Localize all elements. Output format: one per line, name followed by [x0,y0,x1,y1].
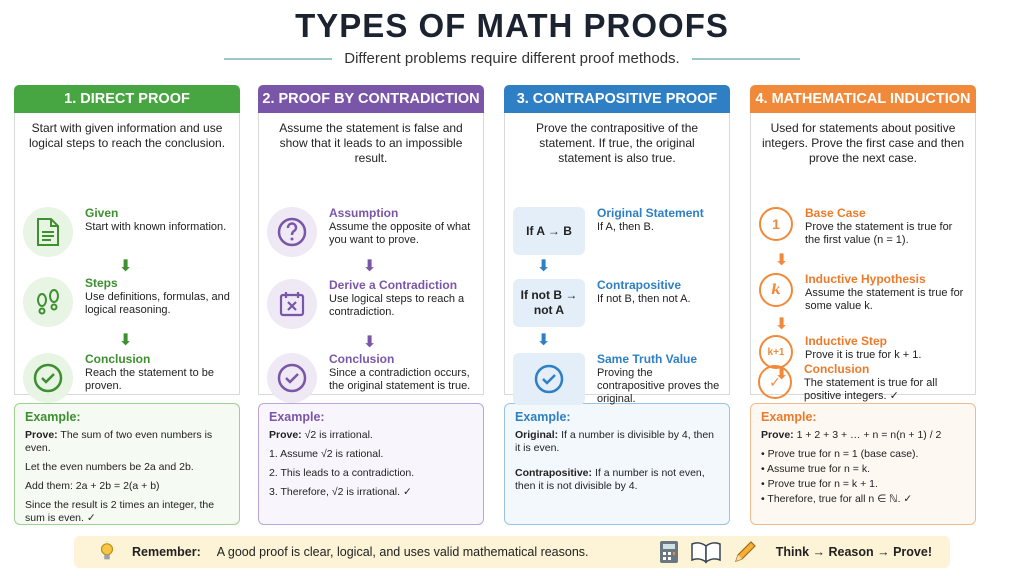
prove-label: Prove: [761,429,794,441]
example-line: Let the even numbers be 2a and 2b. [25,461,194,473]
original-text: If a number is divisible by 4, then it is even. [515,429,715,454]
step-title: Inductive Hypothesis [805,272,926,286]
list-item: • Assume true for n = k. [761,463,965,476]
step-text: Prove it is true for k + 1. [805,349,922,361]
subtitle-row [0,50,1024,67]
step-title: Conclusion [85,352,151,366]
contrapositive-heading: 3. CONTRAPOSITIVE PROOF [504,85,730,113]
think-reason-prove: Think → Reason → Prove! [775,545,932,559]
step-title: Contrapositive [597,278,682,292]
contrapositive-column [504,85,730,525]
step-text: The statement is true for all positive integers. ✓ [804,377,938,402]
prove-label: Prove: [25,429,58,441]
example-title: Example: [25,410,81,424]
contradiction-body [258,113,484,395]
step-title: Base Case [805,206,866,220]
example-title: Example: [761,410,817,424]
prove-text: √2 is irrational. [304,429,373,441]
induction-body [750,113,976,395]
example-line: 1. Assume √2 is rational. [269,448,384,460]
contrapositive-step-contra [513,279,721,327]
document-icon [23,207,73,257]
arrow-down-icon: ⬇ [363,334,377,351]
step-title: Original Statement [597,206,704,220]
induction-step-base [759,207,967,247]
checkmark-icon [513,353,585,405]
step-title: Same Truth Value [597,352,698,366]
example-line: Add them: 2a + 2b = 2(a + b) [25,480,160,492]
remember-text: A good proof is clear, logical, and uses valid mathematical reasons. [216,545,589,559]
calendar-x-icon [267,279,317,329]
step-text: Proving the contrapositive proves the original. [597,367,720,405]
arrow-down-icon: ⬇ [119,258,133,275]
step-text: Prove the statement is true for the first value (n = 1). [805,221,953,246]
footsteps-icon [23,277,73,327]
example-line: 3. Therefore, √2 is irrational. ✓ [269,486,412,498]
arrow-down-icon: ⬇ [775,316,789,333]
checkmark-icon: ✓ [758,365,792,399]
step-text: Assume the opposite of what you want to prove. [329,221,471,246]
step-title: Conclusion [329,352,395,366]
induction-column [750,85,976,525]
remember-label: Remember: [132,545,201,559]
checkmark-icon [23,353,73,403]
example-line: 2. This leads to a contradiction. [269,467,415,479]
page-title: TYPES OF MATH PROOFS [295,7,729,44]
direct-step-steps [23,277,231,327]
pencil-icon [732,539,758,565]
open-book-icon [690,540,722,564]
step-text: If not B, then not A. [597,293,691,305]
badge-one-icon: 1 [759,207,793,241]
question-icon [267,207,317,257]
contrapositive-body [504,113,730,405]
arrow-down-icon: ⬇ [775,252,789,269]
direct-proof-heading: 1. DIRECT PROOF [14,85,240,113]
contrapositive-example [504,403,730,525]
step-text: Use definitions, formulas, and logical reasoning. [85,291,230,316]
remember-banner [74,536,950,568]
contrapositive-intro: Prove the contrapositive of the statement. If true, the original statement is also true. [535,121,699,165]
contrapositive-step-same [513,353,721,406]
step-text: Start with known information. [85,221,227,233]
step-title: Given [85,206,119,220]
arrow-down-icon: ⬇ [775,366,789,383]
prove-text: The sum of two even numbers is even. [25,429,213,454]
step-text: Reach the statement to be proven. [85,367,215,392]
list-item: • Prove true for n = 1 (base case). [761,448,965,461]
checkmark-icon [267,353,317,403]
step-title: Conclusion [804,362,870,376]
badge-k-icon: k [759,273,793,307]
step-text: If A, then B. [597,221,654,233]
step-title: Derive a Contradiction [329,278,458,292]
induction-example [750,403,976,525]
statement-box: If not B → not A [513,279,585,327]
step-text: Since a contradiction occurs, the original statement is true. [329,367,471,392]
direct-proof-intro: Start with given information and use logical steps to reach the conclusion. [28,121,226,150]
statement-box: If A → B [513,207,585,255]
calculator-icon [658,540,680,564]
arrow-down-icon: ⬇ [119,332,133,349]
footer-icons [658,539,758,565]
contradiction-column [258,85,484,525]
step-title: Inductive Step [805,334,888,348]
contradiction-heading: 2. PROOF BY CONTRADICTION [258,85,484,113]
contradiction-step-derive [267,279,475,329]
contrapositive-label: Contrapositive: [515,467,593,479]
direct-step-conclusion [23,353,231,403]
lightbulb-icon [96,541,118,563]
example-title: Example: [269,410,325,424]
arrow-down-icon: ⬇ [537,332,551,349]
example-title: Example: [515,410,571,424]
original-label: Original: [515,429,559,441]
induction-example-list [761,448,965,506]
direct-step-given [23,207,231,257]
arrow-down-icon: ⬇ [537,258,551,275]
prove-label: Prove: [269,429,302,441]
contradiction-step-conclusion [267,353,475,403]
step-title: Assumption [329,206,399,220]
list-item: • Therefore, true for all n ∈ ℕ. ✓ [761,493,965,506]
badge-k-plus-one-icon: k+1 [759,335,793,369]
step-text: Assume the statement is true for some value k. [805,287,964,312]
direct-example [14,403,240,525]
page-subtitle: Different problems require different proof methods. [344,50,680,67]
contradiction-example [258,403,484,525]
header [0,6,1024,67]
induction-step-hypothesis [759,273,967,313]
step-title: Steps [85,276,118,290]
divider-right [692,58,800,60]
direct-proof-body [14,113,240,395]
prove-text: 1 + 2 + 3 + … + n = n(n + 1) / 2 [796,429,942,441]
list-item: • Prove true for n = k + 1. [761,478,965,491]
example-line: Since the result is 2 times an integer, the sum is even. ✓ [25,499,215,524]
divider-left [224,58,332,60]
step-text: Use logical steps to reach a contradiction. [329,293,465,318]
induction-heading: 4. MATHEMATICAL INDUCTION [750,85,976,113]
arrow-down-icon: ⬇ [363,258,377,275]
direct-proof-column [14,85,240,525]
induction-intro: Used for statements about positive integers. Prove the first case and then prove the next case. [761,121,965,165]
contrapositive-step-original [513,207,721,255]
contradiction-intro: Assume the statement is false and show that it leads to an impossible result. [279,121,463,165]
contrapositive-text: If a number is not even, then it is not divisible by 4. [515,467,705,492]
contradiction-step-assumption [267,207,475,257]
